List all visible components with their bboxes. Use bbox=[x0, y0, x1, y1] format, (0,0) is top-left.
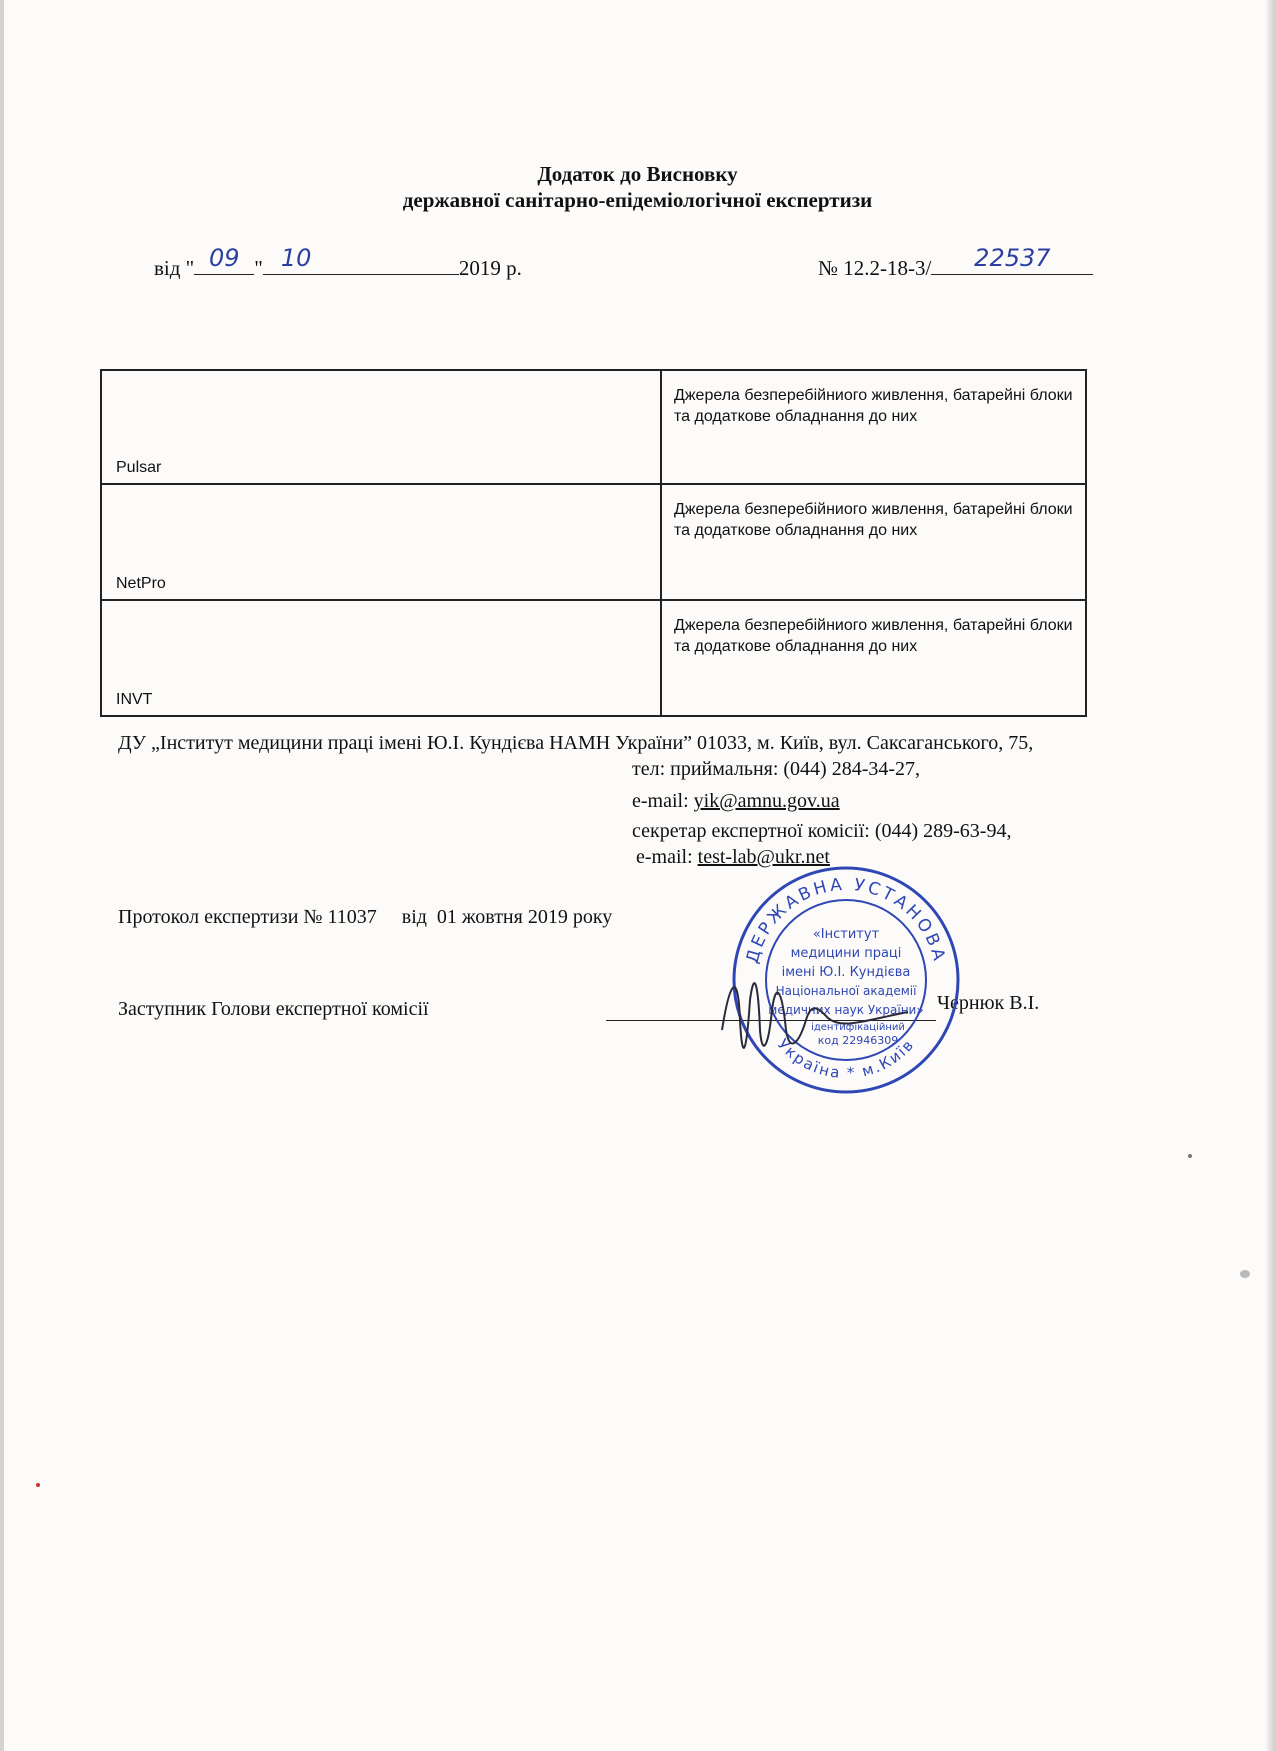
date-prefix: від " bbox=[154, 256, 195, 280]
signatory-name: Чернюк В.І. bbox=[937, 992, 1040, 1014]
handwritten-signature bbox=[716, 960, 916, 1070]
date-year: 2019 р. bbox=[458, 256, 522, 280]
secretary-phone: секретар експертної комісії: (044) 289-63-94, bbox=[632, 820, 1012, 842]
document-number-prefix: № 12.2-18-3/ bbox=[818, 256, 932, 280]
date-day-field bbox=[194, 244, 254, 275]
table-row bbox=[101, 370, 1086, 484]
stamp-ring-text: ДЕРЖАВНА УСТАНОВА bbox=[742, 874, 950, 966]
brand-cell: INVT bbox=[101, 600, 661, 716]
page-shadow-left bbox=[0, 0, 4, 1751]
document-number-line bbox=[818, 244, 1093, 281]
stamp-line1: «Інститут bbox=[812, 927, 880, 942]
date-month-handwritten: 10 bbox=[280, 244, 312, 272]
date-line bbox=[154, 244, 522, 281]
document-subtitle: державної санітарно-епідеміологічної експертизи bbox=[402, 188, 873, 212]
stamp-line4: Національної академії bbox=[775, 984, 917, 998]
brand-cell: Pulsar bbox=[101, 370, 661, 484]
table-row bbox=[101, 600, 1086, 716]
description-cell: Джерела безперебійниого живлення, батарейні блоки та додаткове обладнання до них bbox=[661, 484, 1086, 600]
stamp-line6: ідентифікаційний bbox=[811, 1022, 905, 1033]
signature-stroke bbox=[722, 983, 908, 1048]
organization-name: ДУ „Інститут медицини праці імені Ю.І. Кундієва НАМН України” 01033, м. Київ, вул. Саксаганського, 75, bbox=[118, 732, 1034, 754]
signatory-role: Заступник Голови експертної комісії bbox=[118, 998, 429, 1020]
document-number-field bbox=[931, 244, 1093, 275]
document-number-handwritten: 22537 bbox=[974, 244, 1051, 272]
brand-cell: NetPro bbox=[101, 484, 661, 600]
organization-phone: тел: приймальня: (044) 284-34-27, bbox=[632, 758, 921, 780]
date-month-field bbox=[263, 244, 459, 275]
date-quote: " bbox=[254, 256, 263, 280]
organization-email-line bbox=[632, 790, 840, 813]
email-link[interactable]: yik@amnu.gov.ua bbox=[693, 790, 840, 812]
email2-link[interactable]: test-lab@ukr.net bbox=[697, 846, 830, 868]
description-cell: Джерела безперебійниого живлення, батарейні блоки та додаткове обладнання до них bbox=[661, 600, 1086, 716]
products-table bbox=[100, 369, 1087, 717]
stamp-bottom-text: Україна * м.Київ bbox=[773, 1035, 919, 1083]
stamp-line5: медичних наук України» bbox=[768, 1003, 924, 1017]
stamp-line7: код 22946309 bbox=[817, 1034, 899, 1047]
date-day-handwritten: 09 bbox=[208, 244, 240, 272]
document-title: Додаток до Висновку bbox=[537, 162, 738, 186]
description-cell: Джерела безперебійниого живлення, батарейні блоки та додаткове обладнання до них bbox=[661, 370, 1086, 484]
paper-speck bbox=[1188, 1154, 1192, 1158]
page-shadow-right bbox=[1265, 0, 1275, 1751]
protocol-line: Протокол експертизи № 11037 від 01 жовтня 2019 року bbox=[118, 906, 613, 928]
paper-speck bbox=[1240, 1270, 1250, 1278]
table-row bbox=[101, 484, 1086, 600]
stamp-line3: імені Ю.І. Кундієва bbox=[781, 965, 911, 980]
stamp-line2: медицини праці bbox=[790, 946, 902, 961]
paper-speck bbox=[36, 1483, 40, 1487]
email-label: e-mail: bbox=[632, 790, 694, 812]
email2-label: e-mail: bbox=[636, 846, 698, 868]
